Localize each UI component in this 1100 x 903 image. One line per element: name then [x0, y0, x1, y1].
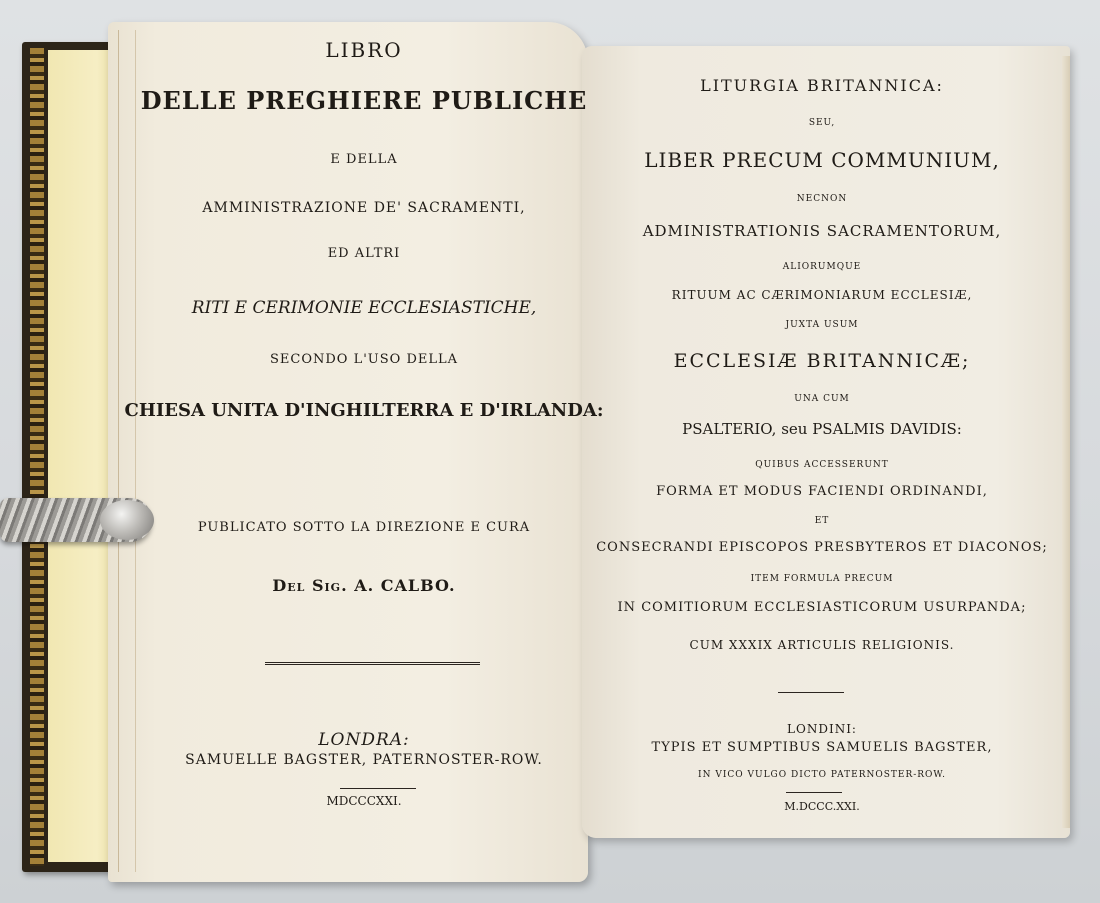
left-title-libro: LIBRO: [325, 38, 403, 62]
gilt-spine-tooling: [30, 48, 44, 866]
right-line-administrationis: ADMINISTRATIONIS SACRAMENTORUM,: [642, 222, 1002, 240]
clasp-finial: [100, 500, 154, 540]
left-line-riti: RITI E CERIMONIE ECCLESIASTICHE,: [191, 298, 537, 318]
left-imprint-year: MDCCCXXI.: [326, 794, 402, 808]
right-line-rituum: RITUUM AC CÆRIMONIARUM ECCLESIÆ,: [671, 288, 973, 302]
right-line-una-cum: UNA CUM: [794, 394, 850, 404]
right-line-seu: SEU,: [808, 118, 836, 128]
left-line-publicato: PUBLICATO SOTTO LA DIREZIONE E CURA: [197, 520, 531, 535]
right-line-consecrandi: CONSECRANDI EPISCOPOS PRESBYTEROS ET DIACONOS;: [596, 540, 1048, 555]
right-line-necnon: NECNON: [796, 194, 848, 204]
left-imprint-publisher: SAMUELLE BAGSTER, PATERNOSTER-ROW.: [185, 752, 543, 768]
left-decorative-rule: [265, 662, 480, 665]
right-imprint-publisher: TYPIS ET SUMPTIBUS SAMUELIS BAGSTER,: [651, 740, 993, 755]
right-imprint-place: LONDINI:: [787, 722, 857, 736]
right-line-item: ITEM FORMULA PRECUM: [750, 574, 894, 584]
right-line-comitiorum: IN COMITIORUM ECCLESIASTICORUM USURPANDA;: [617, 600, 1027, 615]
left-line-calbo: Del Sig. A. CALBO.: [272, 576, 456, 595]
right-line-aliorumque: ALIORUMQUE: [782, 262, 862, 272]
left-line-ed-altri: ED ALTRI: [327, 246, 401, 261]
left-imprint-rule: [340, 788, 416, 789]
right-line-quibus: QUIBUS ACCESSERUNT: [755, 460, 889, 470]
right-line-liturgia: LITURGIA BRITANNICA:: [700, 76, 944, 95]
right-imprint-rule: [786, 792, 842, 793]
page-fore-edge: [118, 30, 136, 872]
left-line-amministrazione: AMMINISTRAZIONE DE' SACRAMENTI,: [202, 200, 526, 216]
right-line-liber: LIBER PRECUM COMMUNIUM,: [644, 148, 1000, 172]
right-line-juxta: JUXTA USUM: [785, 320, 859, 330]
right-line-psalterio: PSALTERIO, seu PSALMIS DAVIDIS:: [682, 420, 962, 438]
left-line-e-della: E DELLA: [330, 152, 398, 167]
right-decorative-rule: [778, 692, 844, 693]
right-line-forma: FORMA ET MODUS FACIENDI ORDINANDI,: [656, 484, 988, 499]
right-line-ecclesiae: ECCLESIÆ BRITANNICÆ;: [673, 350, 971, 372]
right-line-et: ET: [814, 516, 830, 526]
left-line-chiesa: CHIESA UNITA D'INGHILTERRA E D'IRLANDA:: [124, 400, 604, 421]
right-page-edge: [1062, 56, 1070, 828]
right-imprint-address: IN VICO VULGO DICTO PATERNOSTER-ROW.: [698, 770, 946, 780]
right-imprint-year: M.DCCC.XXI.: [784, 800, 860, 813]
left-line-secondo: SECONDO L'USO DELLA: [269, 352, 459, 367]
left-imprint-place: LONDRA:: [318, 730, 410, 750]
right-line-articulis: CUM XXXIX ARTICULIS RELIGIONIS.: [689, 638, 955, 652]
left-title-main: DELLE PREGHIERE PUBLICHE: [140, 86, 588, 115]
